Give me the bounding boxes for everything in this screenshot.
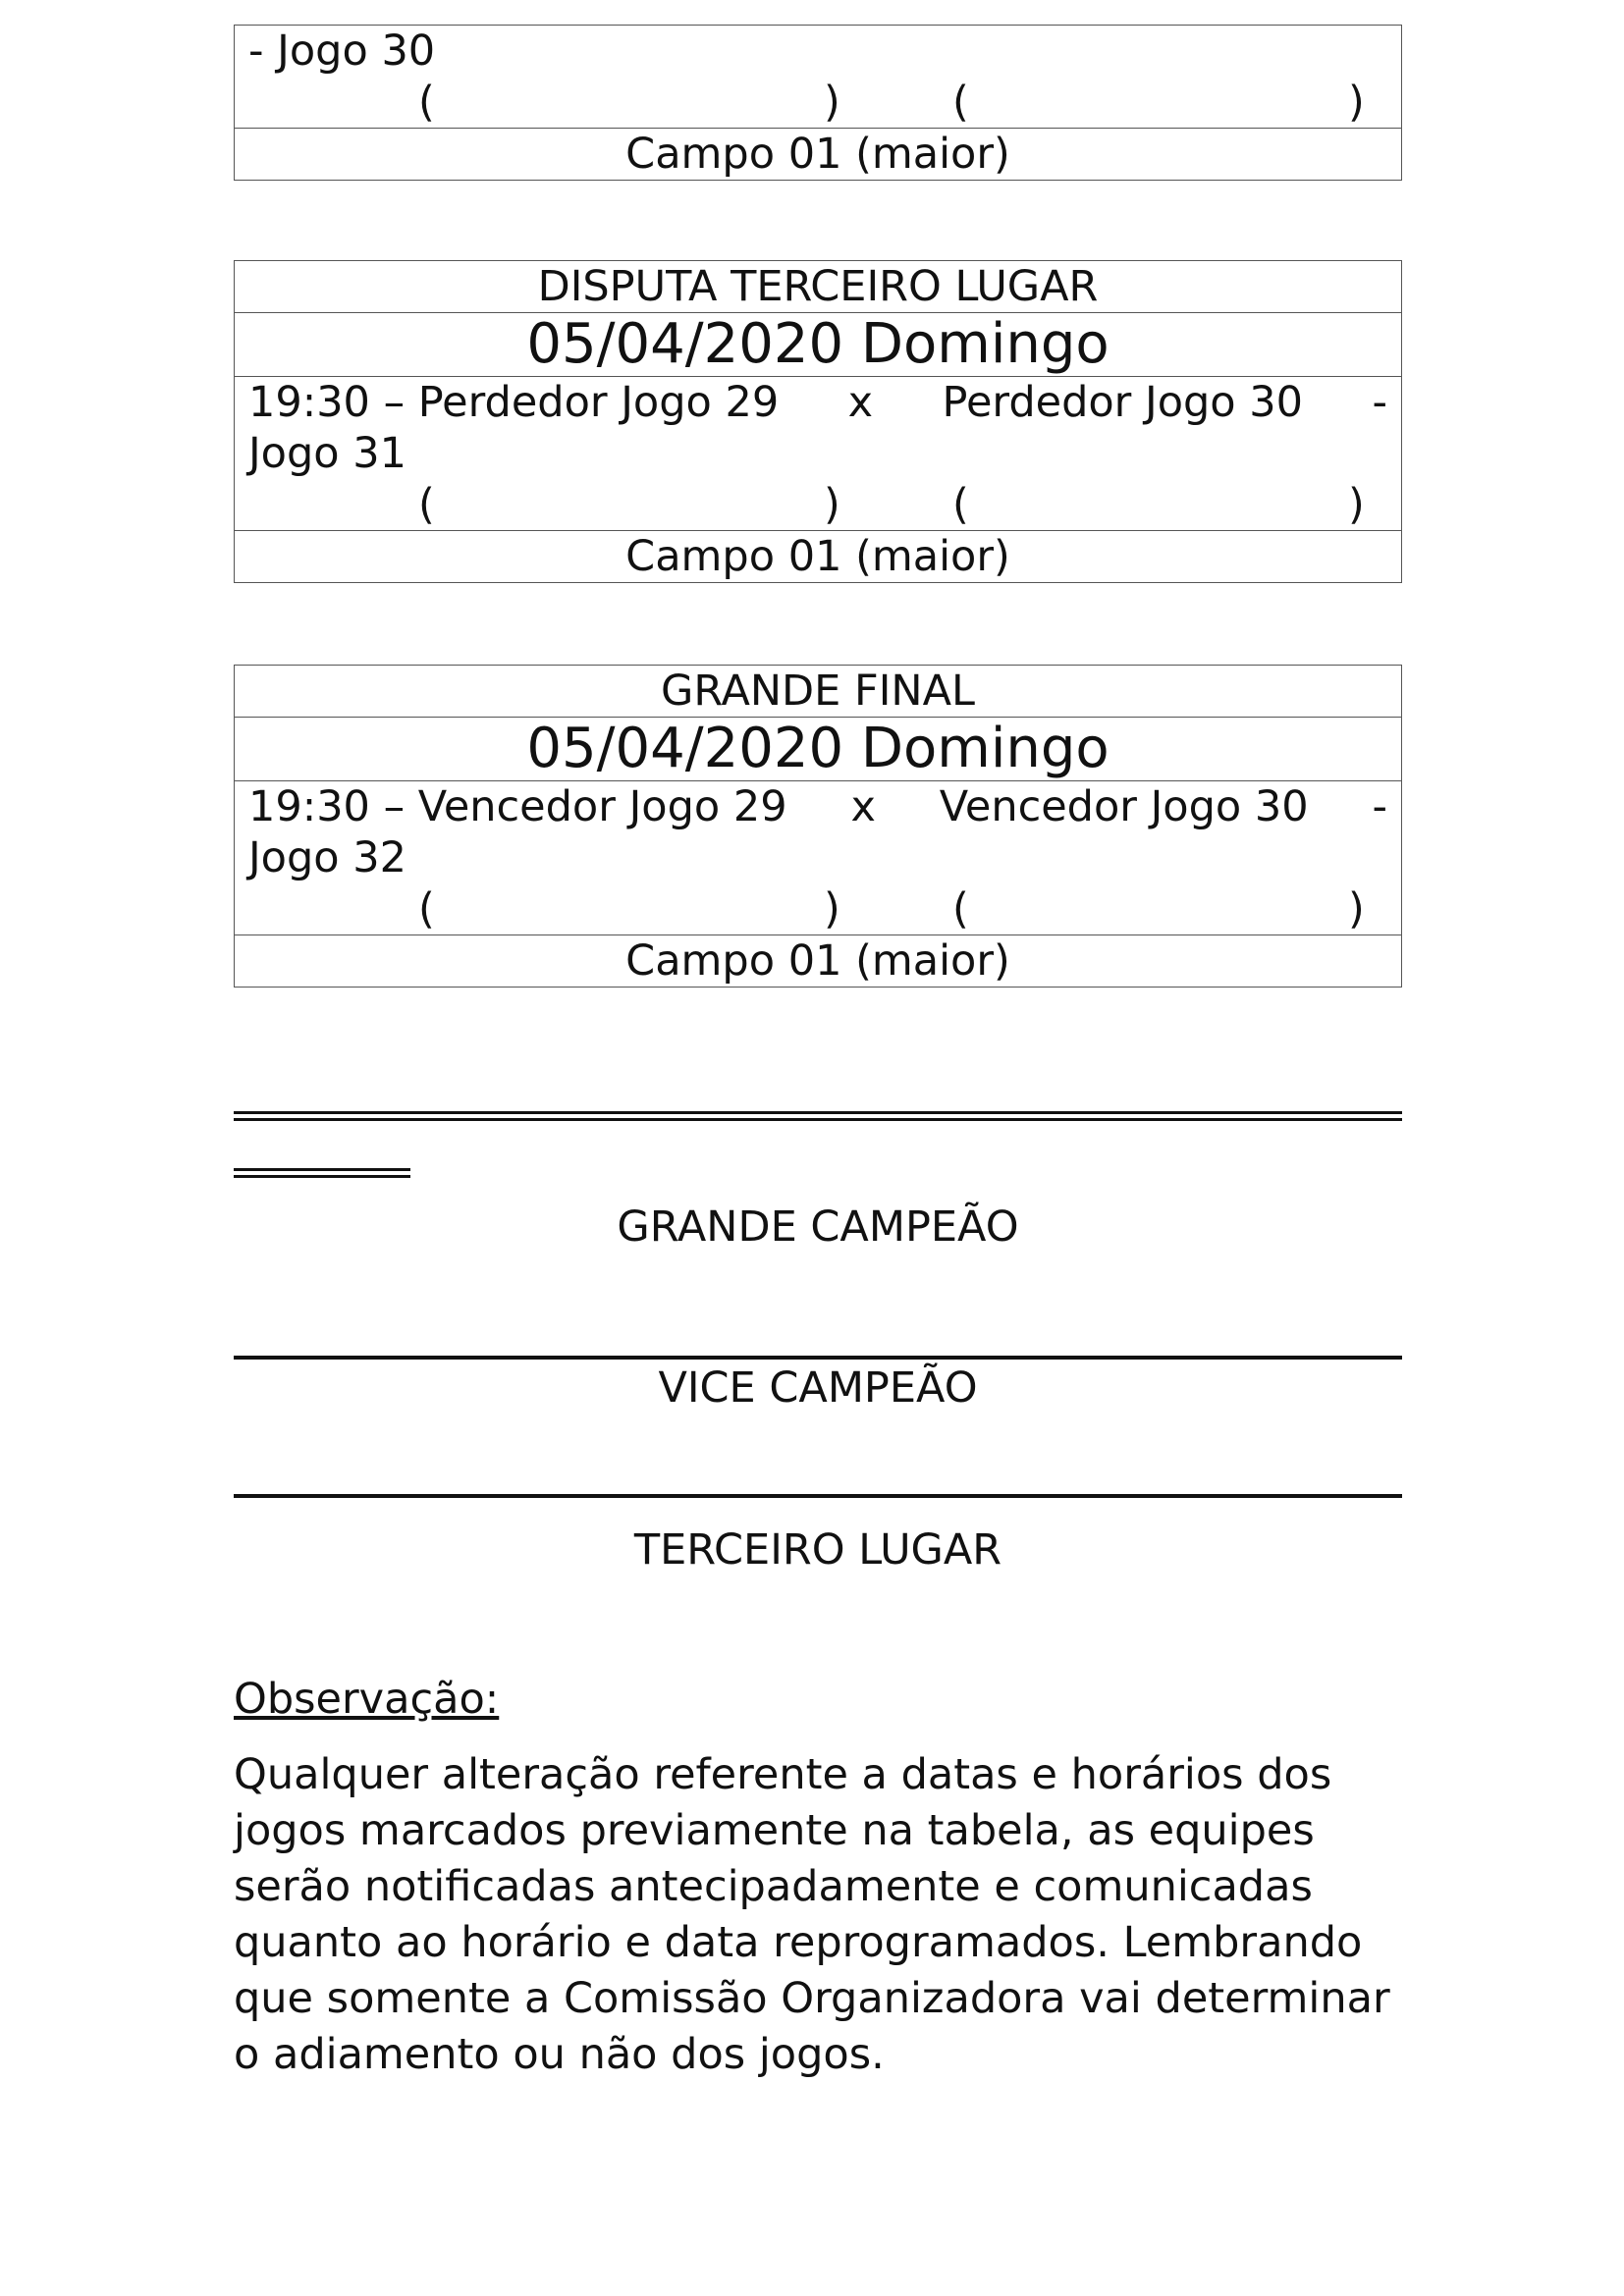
game-32-away: Vencedor Jogo 30 — [939, 782, 1309, 831]
third-label: TERCEIRO LUGAR — [633, 1525, 1002, 1575]
third-line — [234, 1494, 1402, 1498]
score-right-close: ) — [1348, 480, 1365, 529]
score-left-close: ) — [824, 78, 840, 127]
game-32-home: 19:30 – Vencedor Jogo 29 — [248, 782, 787, 831]
score-right-close: ) — [1348, 884, 1365, 934]
game-31-dash: - — [1372, 378, 1387, 427]
observation-text: Qualquer alteração referente a datas e horários dos jogos marcados previamente na tabela, as equipes serão notificadas antecipadamente e comunicadas quanto ao horário e data reprogramados. Lembrando que somente a Comissão Organizadora vai determinar o adiamento ou não dos jogos. — [234, 1750, 1390, 2079]
game-30-table — [234, 25, 1402, 181]
game-31-home: 19:30 – Perdedor Jogo 29 — [248, 378, 780, 427]
game-32-field: Campo 01 (maior) — [235, 935, 1402, 988]
game-30-field: Campo 01 (maior) — [235, 129, 1402, 181]
game-31-label: Jogo 31 — [248, 429, 406, 478]
score-right-close: ) — [1348, 78, 1365, 127]
game-31-match-cell — [235, 377, 1402, 531]
score-left-open: ( — [418, 480, 435, 529]
game-31-score-line — [248, 479, 1387, 530]
score-right-open: ( — [952, 78, 969, 127]
final-date: 05/04/2020 Domingo — [235, 718, 1402, 781]
score-left-close: ) — [824, 884, 840, 934]
third-place-date: 05/04/2020 Domingo — [235, 313, 1402, 377]
champion-double-line-short — [234, 1168, 410, 1178]
game-32-dash: - — [1372, 782, 1387, 831]
game-32-label: Jogo 32 — [248, 833, 406, 882]
game-31-match-line — [248, 377, 1387, 428]
game-32-score-line — [248, 883, 1387, 934]
game-31-away: Perdedor Jogo 30 — [942, 378, 1303, 427]
game-32-match-cell — [235, 781, 1402, 935]
observation-title: Observação: — [234, 1675, 500, 1724]
game-32-vs: x — [850, 782, 876, 831]
game-30-score-line — [248, 77, 1387, 128]
champion-label: GRANDE CAMPEÃO — [617, 1202, 1019, 1252]
third-place-title: DISPUTA TERCEIRO LUGAR — [235, 261, 1402, 313]
game-31-field: Campo 01 (maior) — [235, 531, 1402, 583]
game-30-label: - Jogo 30 — [248, 27, 436, 76]
game-30-match-cell — [235, 26, 1402, 129]
game-32-match-line — [248, 781, 1387, 832]
score-right-open: ( — [952, 480, 969, 529]
final-title: GRANDE FINAL — [235, 666, 1402, 718]
game-31-vs: x — [847, 378, 874, 427]
score-left-close: ) — [824, 480, 840, 529]
final-table — [234, 665, 1402, 988]
vice-line — [234, 1356, 1402, 1360]
champion-double-line — [234, 1111, 1402, 1121]
third-place-table — [234, 260, 1402, 583]
score-left-open: ( — [418, 884, 435, 934]
score-left-open: ( — [418, 78, 435, 127]
vice-label: VICE CAMPEÃO — [658, 1363, 978, 1413]
score-right-open: ( — [952, 884, 969, 934]
